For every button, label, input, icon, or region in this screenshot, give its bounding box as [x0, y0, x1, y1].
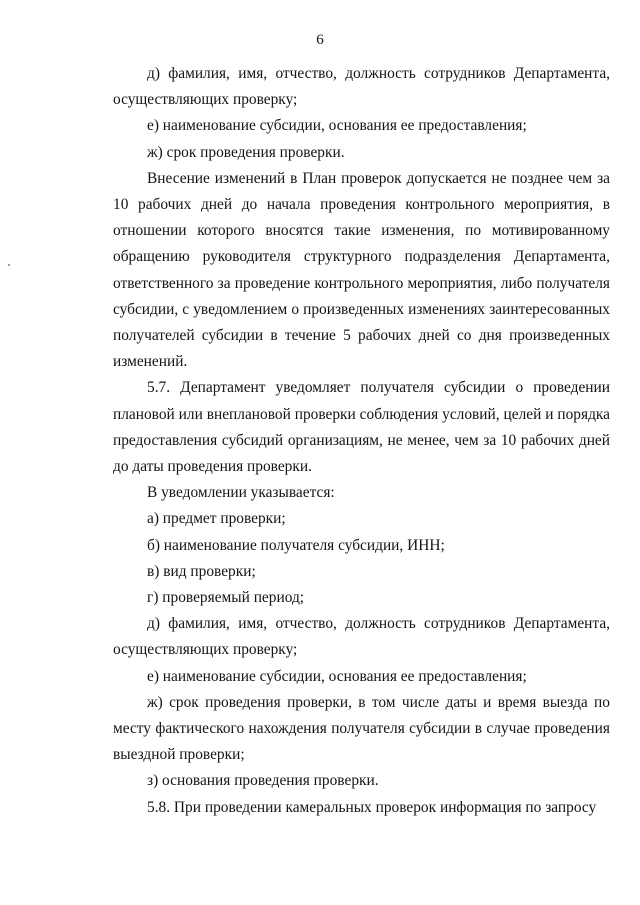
- paragraph-plan-changes: Внесение изменений в План проверок допускается не позднее чем за 10 рабочих дней до начала проведения контрольного мероприятия, в отношении которого вносятся такие изменения, по мотивированному обращению руководителя структурного подразделения Департамента, ответственного за проведение контрольного мероприятия, либо получателя субсидии, с уведомлением о произведенных изменениях заинтересованных получателей субсидии в течение 5 рабочих дней со дня произведенных изменений.: [113, 169, 610, 371]
- paragraph-notice-g: г) проверяемый период;: [147, 589, 305, 607]
- paragraph-notice-d: д) фамилия, имя, отчество, должность сотрудников Департамента, осуществляющих проверку;: [113, 615, 610, 659]
- paragraph-notice-v: в) вид проверки;: [147, 562, 256, 580]
- paragraph-5-8: 5.8. При проведении камеральных проверок информация по запросу: [147, 798, 597, 816]
- paragraph-notice-z: з) основания проведения проверки.: [147, 772, 379, 790]
- document-body: [113, 61, 610, 821]
- page-number: 6: [316, 32, 324, 48]
- paragraph-item-d: д) фамилия, имя, отчество, должность сотрудников Департамента, осуществляющих проверку;: [113, 65, 610, 109]
- paragraph-5-7: 5.7. Департамент уведомляет получателя субсидии о проведении плановой или внеплановой проверки соблюдения условий, целей и порядка предоставления субсидий организациям, не менее, чем за 10 рабочих дней до даты проведения проверки.: [113, 379, 610, 476]
- paragraph-notice-zh: ж) срок проведения проверки, в том числе даты и время выезда по месту фактического нахождения получателя субсидии в случае проведения выездной проверки;: [113, 693, 610, 764]
- paragraph-item-zh: ж) срок проведения проверки.: [147, 143, 345, 161]
- margin-mark: [8, 264, 10, 266]
- paragraph-notice-intro: В уведомлении указывается:: [147, 484, 335, 502]
- paragraph-notice-a: а) предмет проверки;: [147, 510, 286, 528]
- paragraph-notice-e: е) наименование субсидии, основания ее предоставления;: [147, 667, 527, 685]
- paragraph-item-e: е) наименование субсидии, основания ее предоставления;: [147, 117, 527, 135]
- paragraph-notice-b: б) наименование получателя субсидии, ИНН;: [147, 536, 445, 554]
